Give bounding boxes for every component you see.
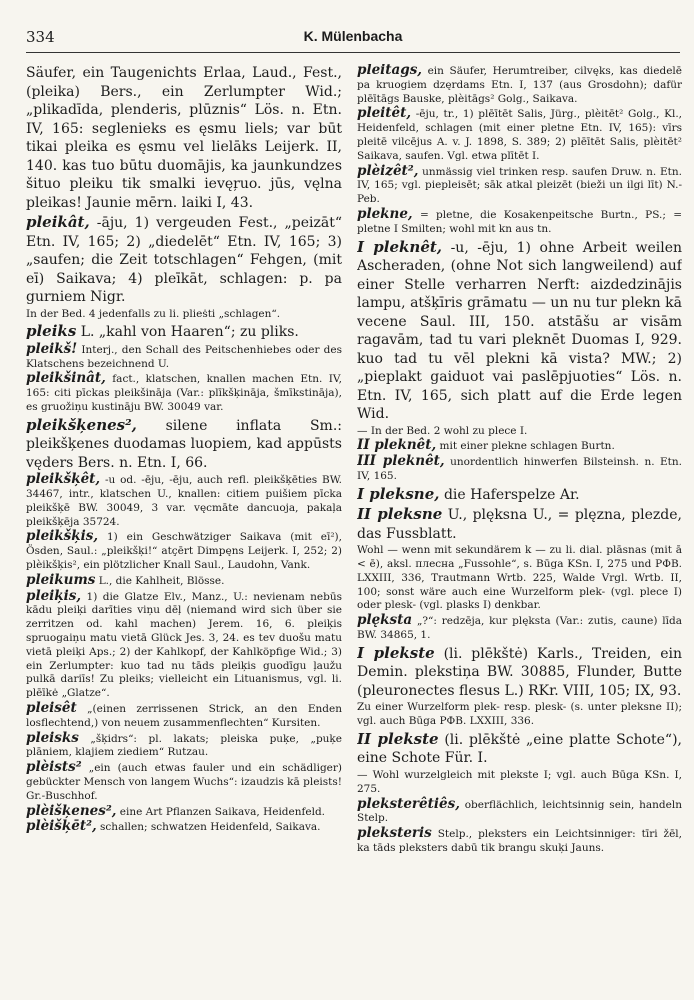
dictionary-entry <box>357 505 682 543</box>
entry-headword: II pleknêt, <box>357 437 437 454</box>
dictionary-entry <box>357 205 682 237</box>
entry-text: unordentlich hinwerfen Bilsteinsh. n. Etn. IV, 165. <box>357 456 682 482</box>
entry-headword: pleitags, <box>357 64 423 78</box>
entry-text: -ēju, tr., 1) plēītēt Salis, Jürg., plèitēt² Golg., Kl., Heidenfeld, schlagen (mit einer pletne Etn. IV, 165): vīrs pleitē vilcējus A. v. J. 1898, S. 389; 2) plēītēt Salis, plèitēt² Saikava, saufen. Vgl. etwa plītēt I. <box>357 108 682 162</box>
entry-text: 1) ein Geschwätziger Saikava (mit eī²), Ösden, Saul.: „pleikšķi!“ atçērt Dimpęns Leijerk. I, 252; 2) plèikšķis², ein plötzlicher Knall Saul., Laudohn, Vank. <box>26 531 342 572</box>
entry-text: die Haferspelze Ar. <box>443 486 580 503</box>
entry-text: schallen; schwatzen Heidenfeld, Saikava. <box>100 821 321 834</box>
entry-text: -u od. -ēju, -ēju, auch refl. pleikšķēties BW. 34467, intr., klatschen U., knallen: citiem puišiem pīcka pleikšķē BW. 30049, 3 var. vęcmāte dancuoja, pakaļa pleikšķēja 35724. <box>26 474 342 528</box>
entry-text: Stelp., pleksters ein Leichtsinniger: tīri žēl, ka tāds pleksters dabū tik brangu skuķi Jauns. <box>357 828 682 854</box>
dictionary-entry <box>357 64 682 106</box>
entry-headword: pleisks <box>26 729 79 746</box>
dictionary-entry <box>357 614 682 643</box>
entry-text: -āju, 1) vergeuden Fest., „peizāt“ Etn. IV, 165; 2) „diedelēt“ Etn. IV, 165; 3) „saufen; die Zeit totschlagen“ Fehgen, (mit eī) Saikava; 4) pleīkāt, schlagen: p. pa gurniem Nigr. <box>26 215 342 305</box>
entry-headword: plekne, <box>357 205 413 222</box>
dictionary-entry <box>357 644 682 701</box>
dictionary-entry <box>357 238 682 424</box>
dictionary-entry <box>357 439 682 454</box>
entry-text: Wohl — wenn mit sekundärem k — zu li. dial. plāsnas (mit ā < ē), aksl. плесна „Fussohle“, s. Būga KSn. I, 275 und РФВ. LXXIII, 336, Trautmann Wrtb. 225, Walde Vrgl. Wrtb. II, 100; sonst wäre auch eine Wurzelform plek- (vgl. plece I) oder plesk- (vgl. plasks I) denkbar. <box>357 544 682 612</box>
dictionary-entry <box>26 729 342 761</box>
dictionary-entry <box>357 425 682 439</box>
page-number: 334 <box>26 28 55 46</box>
entry-text: U., plęksna U., = plęzna, plezde, das Fussblatt. <box>357 507 682 542</box>
entry-text: -u, -ēju, 1) ohne Arbeit weilen Ascheraden, (ohne Not sich langweilend) auf einer Stelle verharren Nerft: aizdedzinājis lampu, atšķīris grāmatu — un nu tur plekn kā vecene Saul. III, 150. atstāšu ar visām ragavām, tad tu vari pleknēt Duomas I, 929. kuo tad tu vēl plekni kā vista? MW.; 2) „pieplakt gaiduot vai paslēpjuoties“ Lös. n. Etn. IV, 165, sich platt auf die Erde legen Wid. <box>357 239 682 423</box>
entry-headword: pleisêt <box>26 700 77 717</box>
dictionary-entry <box>26 761 342 803</box>
entry-headword: pleikšķis, <box>26 528 99 545</box>
entry-headword: pleitêt, <box>357 105 412 122</box>
entry-text: unmässig viel trinken resp. saufen Druw. n. Etn. IV, 165; vgl. piepleisēt; sāk atkal pleizēt (bieži un ilgi līt) N.-Peb. <box>357 165 682 206</box>
dictionary-entry <box>26 416 342 473</box>
dictionary-entry <box>26 322 342 342</box>
dictionary-entry <box>26 702 342 731</box>
entry-text: silene inflata Sm.: pleikšķenes duodamas luopiem, kad appūsts vęders Bers. n. Etn. I, 66. <box>26 417 342 471</box>
entry-text: mit einer plekne schlagen Burtn. <box>439 440 615 453</box>
entry-headword: plèizêt², <box>357 162 419 179</box>
dictionary-entry <box>357 107 682 163</box>
entry-headword: plèišķenes², <box>26 802 117 819</box>
entry-text: Interj., den Schall des Peitschenhiebes oder des Klatschens bezeichnend U. <box>26 343 342 370</box>
entry-headword: pleksteris <box>357 825 432 842</box>
entry-headword: I plekste <box>357 643 435 662</box>
entry-headword: plęksta <box>357 612 413 629</box>
dictionary-entry <box>26 213 342 307</box>
entry-text: — In der Bed. 2 wohl zu plece I. <box>357 424 528 437</box>
entry-headword: II plekste <box>357 729 439 748</box>
entry-text: L. „kahl von Haaren“; zu pliks. <box>80 324 299 341</box>
entry-headword: pleiķis, <box>26 587 82 604</box>
dictionary-entry <box>357 544 682 613</box>
dictionary-entry <box>357 769 682 797</box>
entry-text: „šķidrs“: pl. lakats; pleiska puķe, „puķe plāniem, klajiem ziediem“ Rutzau. <box>26 732 342 759</box>
entry-headword: III pleknêt, <box>357 453 445 470</box>
dictionary-entry <box>26 340 342 372</box>
entry-text: eine Art Pflanzen Saikava, Heidenfeld. <box>119 805 326 818</box>
entry-text: fact., klatschen, knallen machen Etn. IV, 165: citi pīckas pleikšināja (Var.: plīkšķināja, šmīkstināja), es gruožiņu kustināju BW. 30049 var. <box>26 373 342 413</box>
entry-text: ein Säufer, Herumtreiber, cilvęks, kas diedelē pa kruogiem dzęrdams Etn. I, 137 (aus Grosdohn); dafür plēītāgs Bauske, plèitāgs² Golg., Saikava. <box>357 65 682 105</box>
dictionary-entry <box>26 372 342 414</box>
entry-headword: pleiks <box>26 322 77 341</box>
dictionary-entry <box>357 795 682 827</box>
dictionary-entry <box>357 455 682 484</box>
dictionary-entry <box>357 701 682 729</box>
running-title: K. Mülenbacha <box>303 28 403 44</box>
entry-headword: II pleksne <box>357 505 443 524</box>
dictionary-entry <box>26 587 342 701</box>
entry-headword: pleikšķêt, <box>26 471 101 488</box>
entry-text: „ein (auch etwas fauler und ein schädliger) gebückter Mensch von langem Wuchs“: izaudzis kā pleists! Gr.-Buschhof. <box>26 762 342 802</box>
entry-text: (li. plēkštė) Karls., Treiden, ein Demin. plekstiņa BW. 30885, Flunder, Butte (pleuronectes flesus L.) RKr. VIII, 105; IX, 93. <box>357 645 682 699</box>
entry-text: L., die Kahlheit, Blösse. <box>98 574 225 587</box>
dictionary-entry <box>357 162 682 207</box>
entry-text: oberflächlich, leichtsinnig sein, handeln Stelp. <box>357 798 682 825</box>
entry-headword: pleikšķenes², <box>26 415 137 434</box>
dictionary-entry <box>26 571 342 589</box>
left-column <box>26 64 342 836</box>
entry-headword: pleksterêtiês, <box>357 795 460 812</box>
entry-headword: pleikšinât, <box>26 370 106 387</box>
dictionary-entry <box>26 64 342 212</box>
dictionary-entry <box>357 827 682 856</box>
entry-text: — Wohl wurzelgleich mit plekste I; vgl. auch Būga KSn. I, 275. <box>357 768 682 795</box>
dictionary-entry <box>26 530 342 572</box>
entry-headword: I pleknêt, <box>357 237 443 256</box>
entry-text: „(einen zerrissenen Strick, an den Enden losflechtend,) von neuem zusammenflechten“ Kursiten. <box>26 703 342 729</box>
entry-text: Zu einer Wurzelform plek- resp. plesk- (s. unter pleksne II); vgl. auch Būga РФВ. LXXIII, 336. <box>357 701 682 728</box>
right-column <box>357 64 682 857</box>
entry-headword: pleikât, <box>26 213 90 231</box>
dictionary-entry <box>357 730 682 768</box>
entry-headword: plèists² <box>26 759 82 776</box>
entry-headword: pleikš! <box>26 340 78 357</box>
dictionary-entry <box>26 820 342 835</box>
entry-text: = pletne, die Kosakenpeitsche Burtn., PS.; = pletne I Smilten; wohl mit kn aus tn. <box>357 208 682 235</box>
entry-text: 1) die Glatze Elv., Manz., U.: nevienam nebūs kādu pleiķi darīties viņu dēļ (niemand wird sich über sie zerritzen od. kahl machen) Jerem. 16, 6. pleiķis spruogaiņu matu vietā Glück Jes. 3, 24. es tev duošu matu vietā pleiķi Aps.; 2) der Kahlkopf, der Kahlköpfige Wid.; 3) ein Zerlumpter: kuo tad nu tāds pleiķis guodīgu ļaužu pulkā dariīs! Zu pleiks; vielleicht ein Lituanismus, vgl. li. plēīkė „Glatze“. <box>26 590 342 700</box>
dictionary-entry <box>26 473 342 529</box>
entry-text: In der Bed. 4 jedenfalls zu li. plieṡti „schlagen“. <box>26 307 281 320</box>
entry-text: (li. plēkštė „eine platte Schote“), eine Schote Für. I. <box>357 731 682 767</box>
dictionary-entry <box>26 802 342 820</box>
entry-headword: I pleksne, <box>357 484 440 503</box>
dictionary-entry <box>26 308 342 322</box>
entry-headword: plèišķēt², <box>26 818 97 835</box>
page-header <box>26 28 680 53</box>
entry-headword: pleikums <box>26 571 96 588</box>
entry-text: „?“: redzēja, kur plęksta (Var.: zutis, caune) līda BW. 34865, 1. <box>357 615 682 642</box>
entry-text: Säufer, ein Taugenichts Erlaa, Laud., Fest., (pleika) Bers., ein Zerlumpter Wid.; „plikadīda, plenderis, plūznis“ Lös. n. Etn. IV, 165: seglenieks es ęsmu liels; var būt tikai pleika es ęsmu vel lielāks Leijerk. II, 140. kas tuo būtu duomājis, ka jaunkundzes šituo pleiku tik smalki ievęŗuo. jūs, vęlna pleikas! Jaunie mērn. laiki I, 43. <box>26 65 342 211</box>
dictionary-entry <box>357 485 682 505</box>
